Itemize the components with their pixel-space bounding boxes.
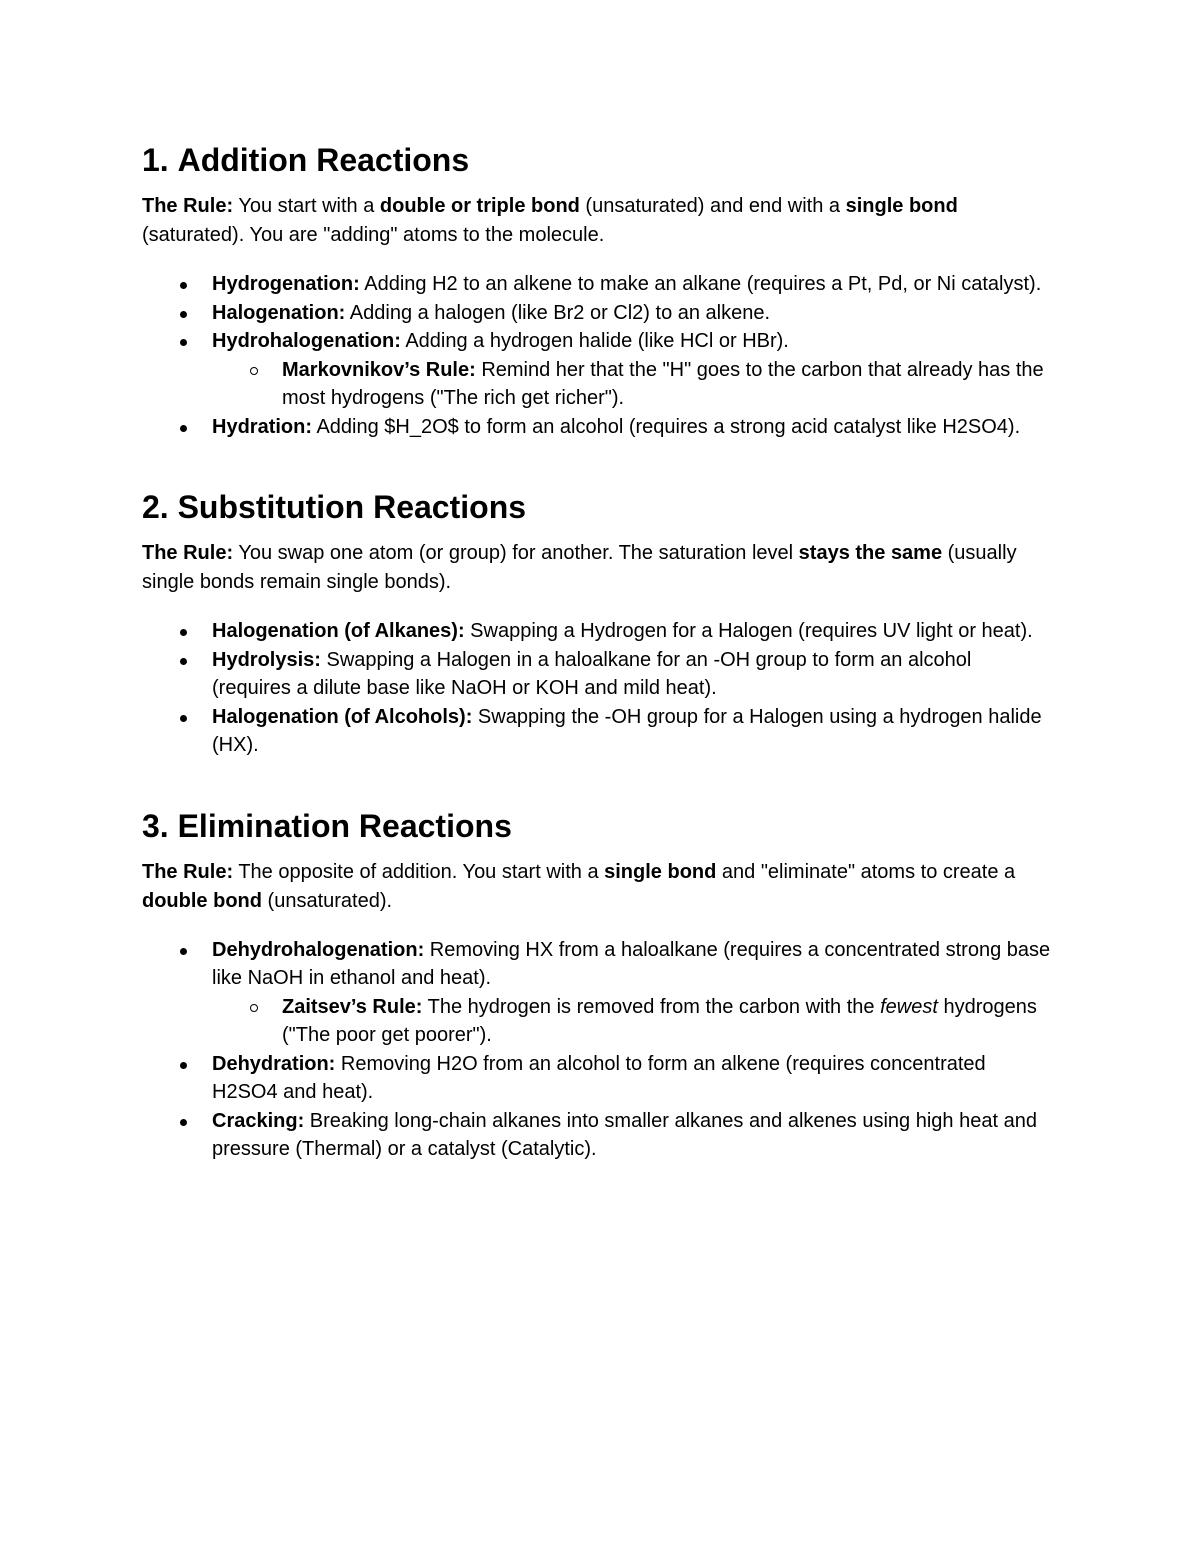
section-elimination (142, 804, 1052, 1164)
rule-emphasis: stays the same (798, 542, 943, 564)
list-item (142, 1107, 1052, 1164)
rule-paragraph (142, 192, 1052, 250)
item-text: Adding $H_2O$ to form an alcohol (requires a strong acid catalyst like H2SO4). (312, 415, 1021, 438)
item-text: Removing H2O from an alcohol to form an alkene (requires concentrated H2SO4 and heat). (212, 1052, 986, 1103)
section-substitution (142, 485, 1052, 760)
list-item (142, 327, 1052, 356)
rule-emphasis: double bond (142, 889, 262, 912)
rule-label: The Rule: (142, 542, 234, 564)
list-item (142, 936, 1052, 993)
item-text: hydrogens ("The poor get poorer"). (282, 995, 1037, 1046)
list-item (142, 270, 1052, 299)
rule-text: (unsaturated) and end with a (579, 195, 846, 217)
section-number: 3. (142, 807, 169, 844)
rule-text: You swap one atom (or group) for another. The saturation level (233, 542, 799, 564)
item-emphasis: fewest (880, 995, 938, 1018)
list-item (142, 413, 1052, 442)
section-heading (142, 138, 1052, 182)
rule-text: (usually single bonds remain single bonds). (142, 542, 1017, 593)
rule-paragraph (142, 539, 1052, 597)
list-item (142, 703, 1052, 760)
reaction-list (142, 617, 1052, 760)
section-addition (142, 138, 1052, 441)
item-term: Cracking: (212, 1109, 305, 1132)
item-term: Dehydration: (212, 1052, 336, 1075)
rule-text: (unsaturated). (261, 889, 393, 912)
item-term: Hydrohalogenation: (212, 330, 401, 352)
item-text: Adding a hydrogen halide (like HCl or HBr). (400, 330, 789, 352)
item-term: Hydrogenation: (212, 273, 360, 295)
section-number: 2. (142, 489, 169, 525)
item-term: Halogenation (of Alkanes): (212, 620, 465, 642)
item-term: Hydration: (212, 415, 312, 438)
item-text: Adding a halogen (like Br2 or Cl2) to an alkene. (345, 301, 771, 324)
rule-emphasis: double or triple bond (379, 195, 580, 217)
item-text: Adding H2 to an alkene to make an alkane (requires a Pt, Pd, or Ni catalyst). (359, 273, 1042, 295)
list-item (142, 299, 1052, 328)
list-item (142, 617, 1052, 646)
item-term: Halogenation (of Alcohols): (212, 705, 473, 728)
section-heading (142, 485, 1052, 529)
item-term: Dehydrohalogenation: (212, 938, 425, 961)
sub-list-item (142, 356, 1052, 413)
item-text: Remind her that the "H" goes to the carbon that already has the most hydrogens ("The rich get richer"). (282, 358, 1044, 409)
rule-label: The Rule: (142, 860, 234, 883)
section-heading (142, 804, 1052, 848)
item-term: Markovnikov’s Rule: (282, 358, 476, 381)
section-title: Addition Reactions (177, 142, 470, 178)
list-item (142, 646, 1052, 703)
rule-emphasis: single bond (845, 195, 958, 217)
rule-emphasis: single bond (604, 860, 717, 883)
item-text: Breaking long-chain alkanes into smaller alkanes and alkenes using high heat and pressure (Thermal) or a catalyst (Catalytic). (212, 1109, 1037, 1160)
item-text: The hydrogen is removed from the carbon with the (422, 995, 881, 1018)
rule-label: The Rule: (142, 195, 234, 217)
document-page (142, 138, 1052, 1208)
reaction-list (142, 270, 1052, 441)
rule-text: (saturated). You are "adding" atoms to the molecule. (142, 224, 605, 246)
item-text: Swapping the -OH group for a Halogen using a hydrogen halide (HX). (212, 705, 1042, 756)
rule-paragraph (142, 858, 1052, 916)
item-text: Swapping a Hydrogen for a Halogen (requires UV light or heat). (464, 620, 1033, 642)
item-term: Halogenation: (212, 301, 346, 324)
rule-text: The opposite of addition. You start with a (233, 860, 605, 883)
section-title: Elimination Reactions (177, 807, 512, 844)
item-term: Zaitsev’s Rule: (282, 995, 423, 1018)
reaction-list (142, 936, 1052, 1164)
section-title: Substitution Reactions (177, 489, 527, 525)
rule-text: and "eliminate" atoms to create a (716, 860, 1016, 883)
item-text: Swapping a Halogen in a haloalkane for an -OH group to form an alcohol (requires a dilute base like NaOH or KOH and mild heat). (212, 648, 972, 699)
item-term: Hydrolysis: (212, 648, 321, 671)
list-item (142, 1050, 1052, 1107)
section-number: 1. (142, 142, 169, 178)
sub-list-item (142, 993, 1052, 1050)
item-text: Removing HX from a haloalkane (requires a concentrated strong base like NaOH in ethanol and heat). (212, 938, 1051, 989)
rule-text: You start with a (233, 195, 380, 217)
